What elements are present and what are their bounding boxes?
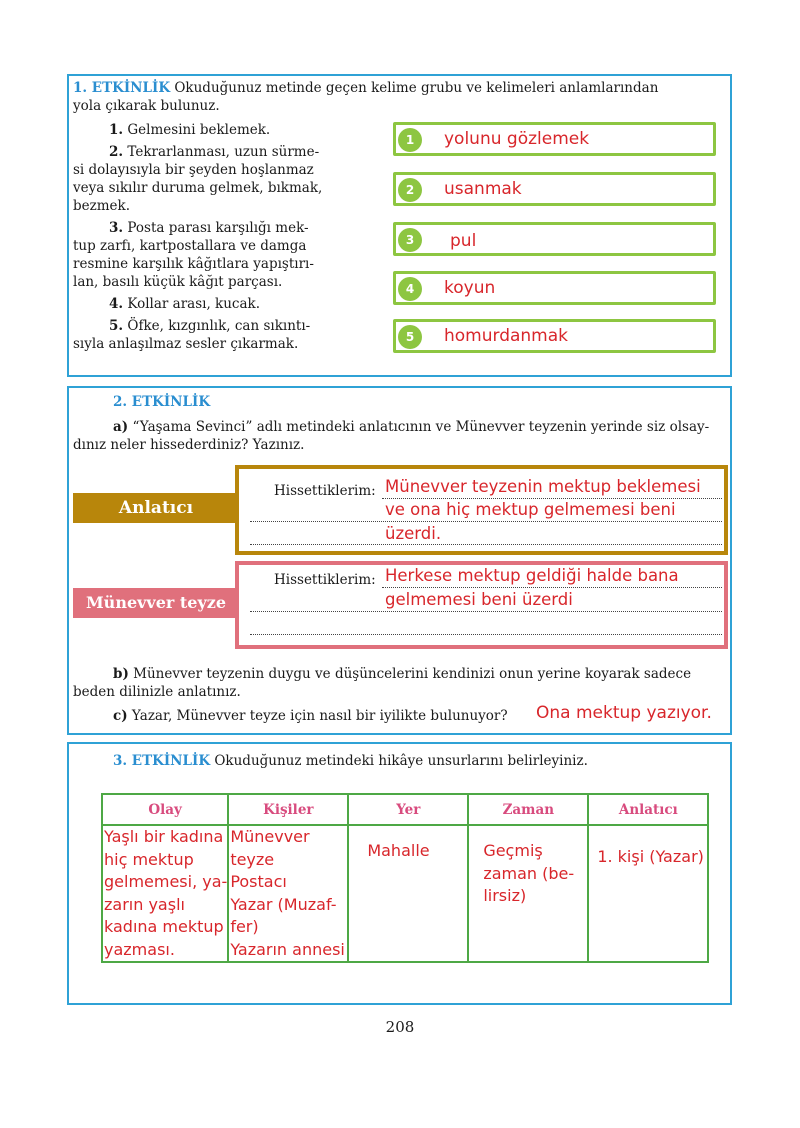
answer-text: homurdanmak bbox=[444, 326, 569, 346]
characters-cell[interactable]: Münevver teyze Postacı Yazar (Muzaf- fer) Yazarın annesi bbox=[228, 825, 348, 962]
answer-box-2[interactable] bbox=[393, 172, 716, 206]
answer-number-badge: 2 bbox=[398, 178, 422, 202]
narrator-answer-line2: ve ona hiç mektup gelmemesi beni bbox=[385, 500, 676, 519]
activity-2-question-a: a) “Yaşama Sevinci” adlı metindeki anlatıcının ve Münevver teyzenin yerinde siz olsay- dınız neler hissederdiniz? Yazınız. bbox=[73, 419, 710, 453]
table-header-row bbox=[102, 794, 708, 825]
place-cell[interactable]: Mahalle bbox=[348, 825, 468, 962]
answer-line bbox=[250, 634, 722, 635]
activity-2-title: 2. ETKİNLİK bbox=[113, 394, 211, 410]
answer-line bbox=[250, 521, 722, 522]
activity-1-definitions bbox=[73, 121, 335, 353]
answer-box-5[interactable] bbox=[393, 319, 716, 353]
answer-box-4[interactable] bbox=[393, 271, 716, 305]
answer-number-badge: 4 bbox=[398, 277, 422, 301]
time-cell[interactable]: Geçmiş zaman (be- lirsiz) bbox=[468, 825, 588, 962]
activity-3-instruction: 3. ETKİNLİK Okuduğunuz metindeki hikâye unsurlarını belirleyiniz. bbox=[113, 753, 588, 769]
answer-text: yolunu gözlemek bbox=[444, 129, 590, 149]
activity-1-instruction-line1: Okuduğunuz metinde geçen kelime grubu ve kelimeleri anlamlarından bbox=[174, 80, 659, 96]
narrator-feelings-label: Hissettiklerim: bbox=[274, 483, 376, 499]
aunt-answer-line2: gelmemesi beni üzerdi bbox=[385, 590, 573, 609]
answer-box-3[interactable] bbox=[393, 222, 716, 256]
answer-line bbox=[382, 587, 722, 588]
activity-2-answer-c: Ona mektup yazıyor. bbox=[536, 703, 712, 723]
answer-box-1[interactable] bbox=[393, 122, 716, 156]
narrator-answer-line1: Münevver teyzenin mektup beklemesi bbox=[385, 477, 701, 496]
header-place: Yer bbox=[348, 794, 468, 825]
definition-5: 5. Öfke, kızgınlık, can sıkıntı- sıyla anlaşılmaz sesler çıkarmak. bbox=[73, 318, 311, 352]
answer-number-badge: 1 bbox=[398, 128, 422, 152]
answer-line bbox=[382, 498, 722, 499]
aunt-answer-line1: Herkese mektup geldiği halde bana bbox=[385, 566, 679, 585]
answer-number-badge: 5 bbox=[398, 325, 422, 349]
answer-text: usanmak bbox=[444, 179, 522, 199]
header-narrator: Anlatıcı bbox=[588, 794, 708, 825]
answer-text: pul bbox=[450, 231, 477, 251]
answer-line bbox=[250, 544, 722, 545]
definition-3: 3. Posta parası karşılığı mek- tup zarfı, kartpostallara ve damga resmine karşılık kâğıtlara yapıştırı- lan, basılı küçük kâğıt parçası. bbox=[73, 220, 314, 290]
answer-line bbox=[250, 611, 722, 612]
page-number: 208 bbox=[385, 1018, 415, 1036]
activity-1-instruction-line2: yola çıkarak bulunuz. bbox=[73, 98, 220, 114]
activity-2-question-b: b) Münevver teyzenin duygu ve düşüncelerini kendinizi onun yerine koyarak sadece beden dilinizle anlatınız. bbox=[73, 666, 692, 700]
narrator-label: Anlatıcı bbox=[73, 493, 239, 523]
activity-3-title: 3. ETKİNLİK bbox=[113, 753, 211, 769]
story-elements-table bbox=[101, 793, 709, 963]
aunt-label: Münevver teyze bbox=[73, 588, 239, 618]
activity-1-instruction bbox=[73, 79, 728, 115]
header-characters: Kişiler bbox=[228, 794, 348, 825]
aunt-feelings-label: Hissettiklerim: bbox=[274, 572, 376, 588]
header-time: Zaman bbox=[468, 794, 588, 825]
narrator-cell[interactable]: 1. kişi (Yazar) bbox=[588, 825, 708, 962]
activity-2-question-c: c) Yazar, Münevver teyze için nasıl bir iyilikte bulunuyor? bbox=[113, 708, 508, 724]
activity-1-title: 1. ETKİNLİK bbox=[73, 80, 171, 96]
header-event: Olay bbox=[102, 794, 228, 825]
answer-text: koyun bbox=[444, 278, 496, 298]
answer-number-badge: 3 bbox=[398, 228, 422, 252]
definition-1: 1. Gelmesini beklemek. bbox=[109, 122, 271, 138]
table-row bbox=[102, 825, 708, 962]
definition-4: 4. Kollar arası, kucak. bbox=[109, 296, 261, 312]
event-cell[interactable]: Yaşlı bir kadına hiç mektup gelmemesi, ya- zarın yaşlı kadına mektup yazması. bbox=[102, 825, 228, 962]
narrator-answer-line3: üzerdi. bbox=[385, 524, 442, 543]
definition-2: 2. Tekrarlanması, uzun sürme- si dolayısıyla bir şeyden hoşlanmaz veya sıkılır duruma gelmek, bıkmak, bezmek. bbox=[73, 144, 323, 214]
